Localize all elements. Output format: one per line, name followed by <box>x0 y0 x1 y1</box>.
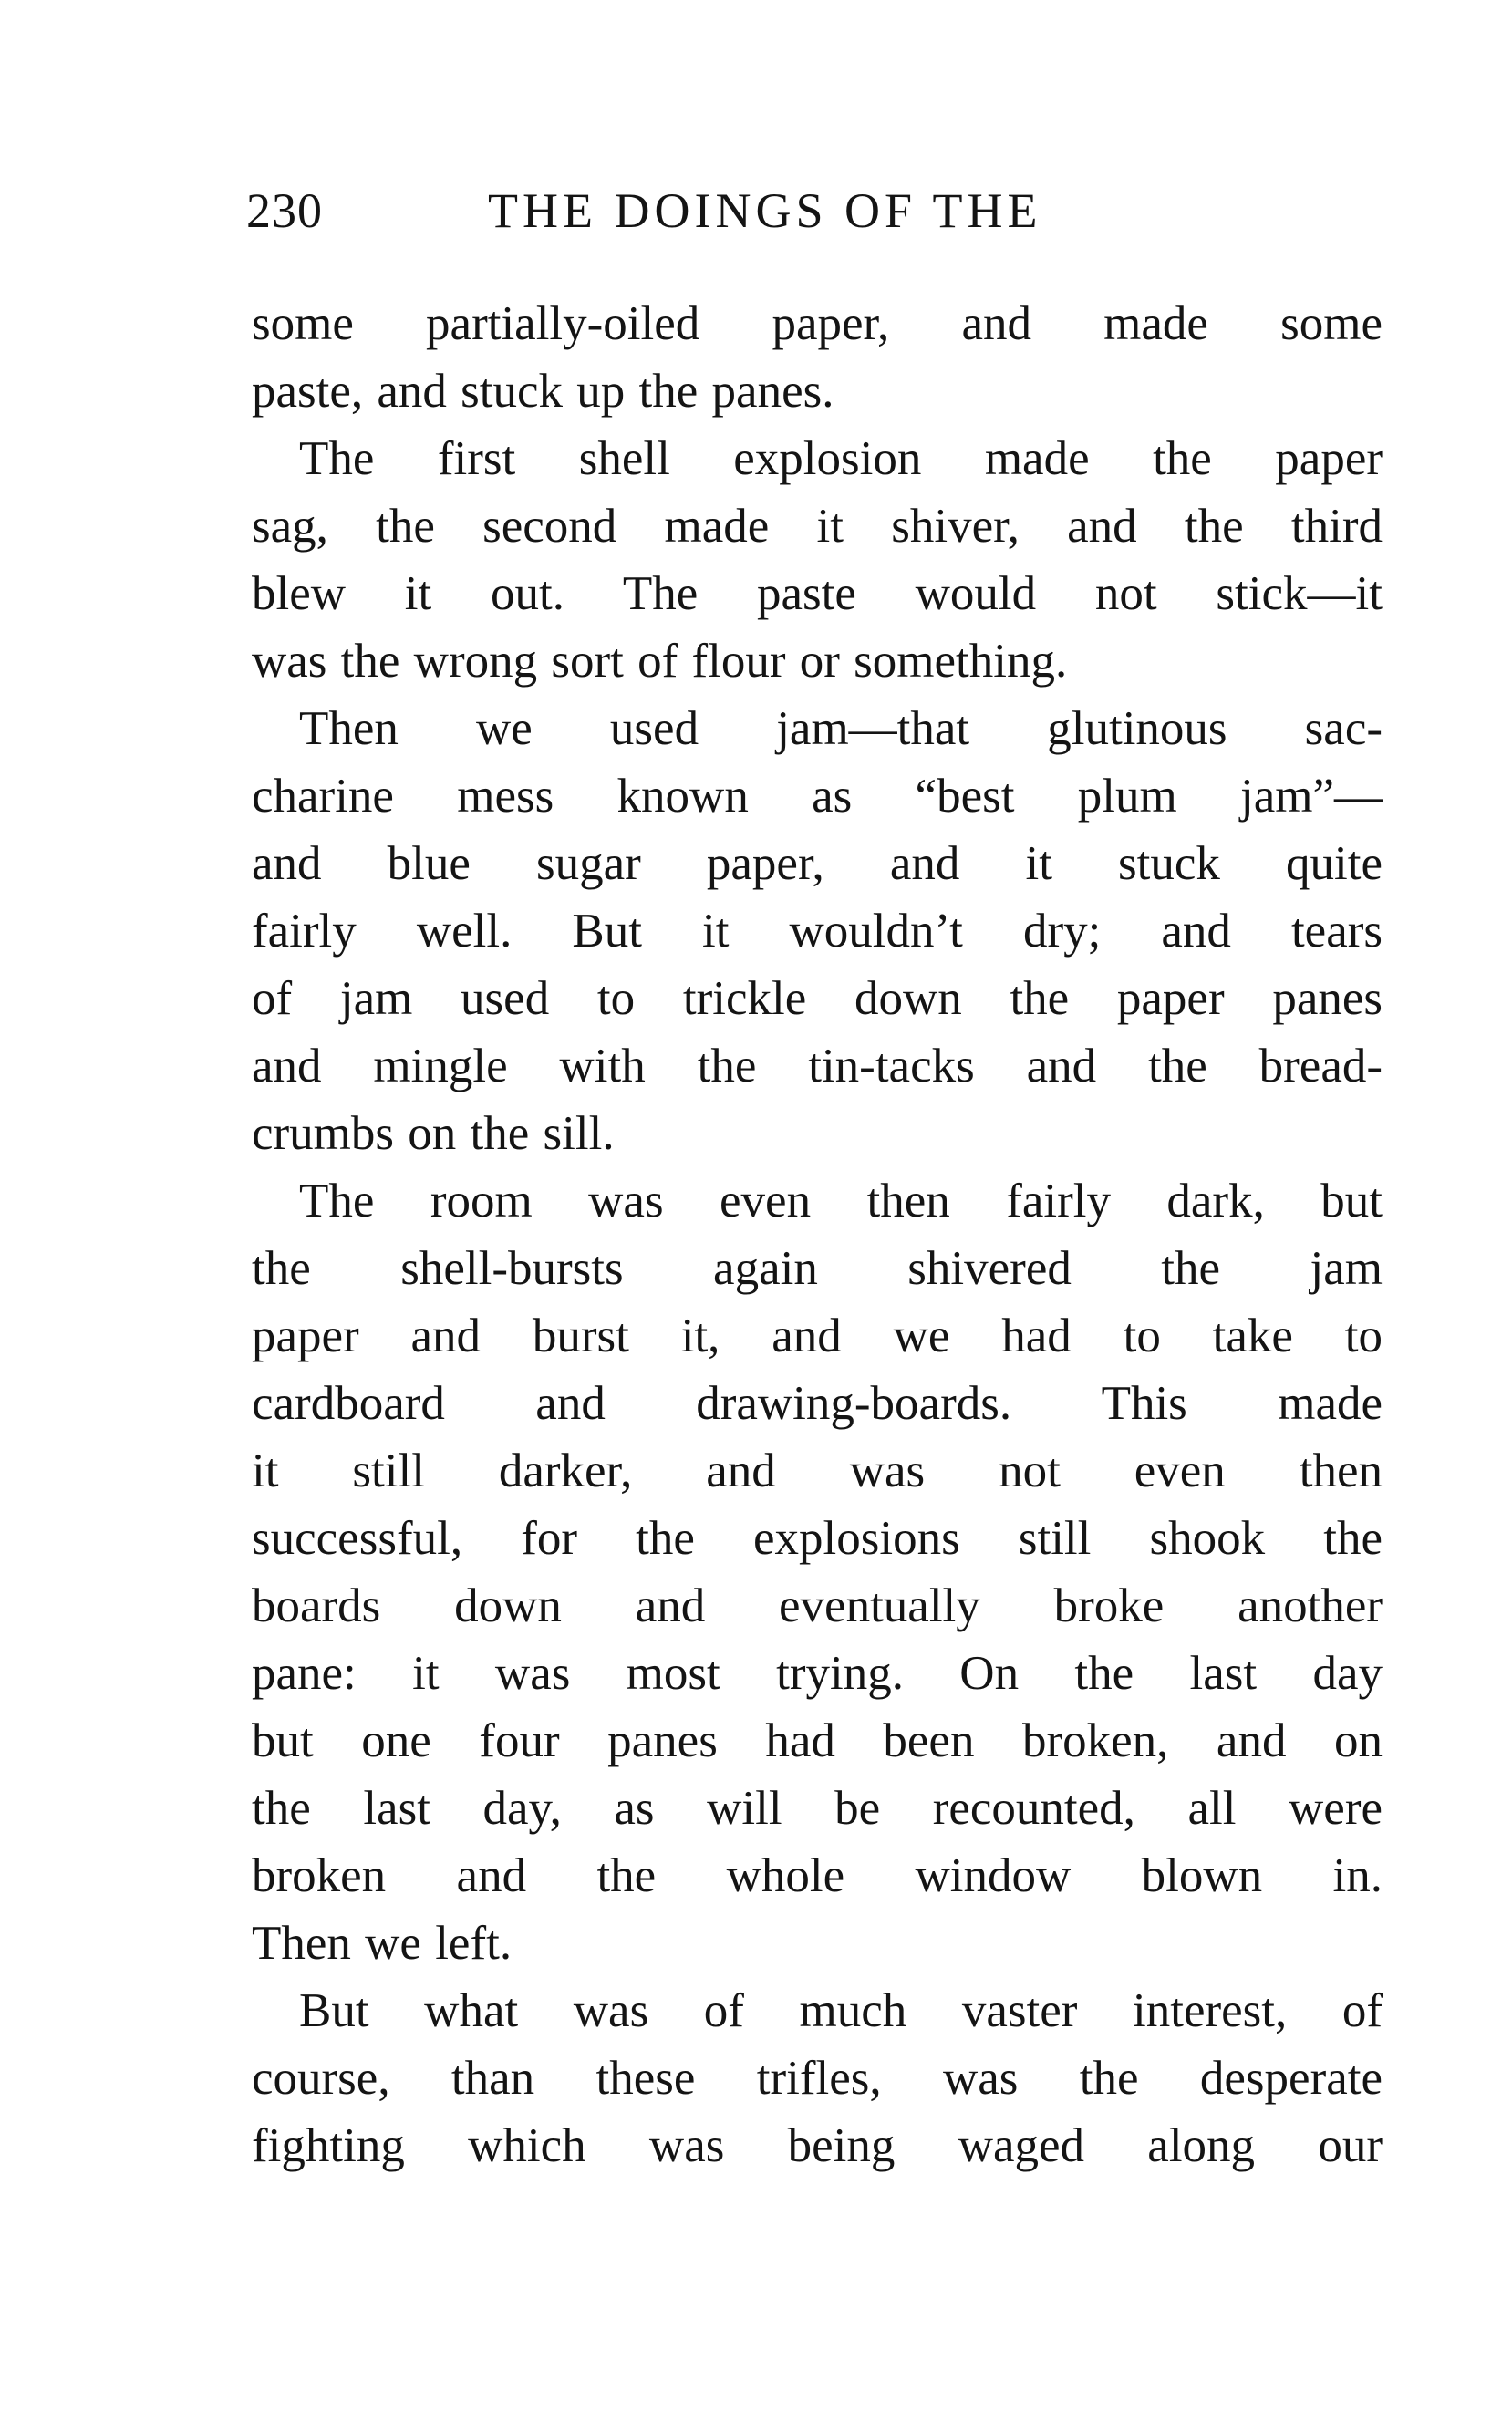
text-line: crumbs on the sill. <box>252 1107 615 1160</box>
text-line: The room was even then fairly dark, but <box>299 1175 1383 1227</box>
running-title: THE DOINGS OF THE <box>488 183 1042 238</box>
text-line: course, than these trifles, was the desperate <box>252 2052 1383 2105</box>
page-header <box>246 179 1158 243</box>
body-text <box>252 290 1383 2179</box>
text-line: charine mess known as “best plum jam”— <box>252 770 1383 823</box>
text-line: it still darker, and was not even then <box>252 1444 1383 1497</box>
text-line: some partially-oiled paper, and made some <box>252 297 1383 350</box>
text-line: paste, and stuck up the panes. <box>252 365 834 418</box>
text-line: successful, for the explosions still shook the <box>252 1512 1383 1565</box>
text-line: the last day, as will be recounted, all were <box>252 1782 1383 1835</box>
text-line: fighting which was being waged along our <box>252 2119 1383 2172</box>
text-line: and mingle with the tin-tacks and the bread- <box>252 1040 1383 1092</box>
text-line: was the wrong sort of flour or something. <box>252 635 1068 688</box>
text-line: the shell-bursts again shivered the jam <box>252 1242 1383 1295</box>
text-line: Then we left. <box>252 1917 513 1970</box>
text-line: broken and the whole window blown in. <box>252 1849 1383 1902</box>
page-number: 230 <box>246 183 323 238</box>
text-line: but one four panes had been broken, and on <box>252 1714 1383 1767</box>
text-line: of jam used to trickle down the paper panes <box>252 972 1383 1025</box>
text-line: pane: it was most trying. On the last day <box>252 1647 1383 1700</box>
text-line: fairly well. But it wouldn’t dry; and tears <box>252 905 1383 958</box>
text-line: But what was of much vaster interest, of <box>299 1984 1383 2037</box>
text-line: and blue sugar paper, and it stuck quite <box>252 837 1383 890</box>
text-line: blew it out. The paste would not stick—it <box>252 567 1383 620</box>
text-line: paper and burst it, and we had to take to <box>252 1310 1383 1362</box>
text-line: boards down and eventually broke another <box>252 1579 1383 1632</box>
text-line: The first shell explosion made the paper <box>299 432 1383 485</box>
text-line: cardboard and drawing-boards. This made <box>252 1377 1383 1430</box>
text-line: sag, the second made it shiver, and the third <box>252 500 1383 553</box>
text-line: Then we used jam—that glutinous sac- <box>299 702 1383 755</box>
